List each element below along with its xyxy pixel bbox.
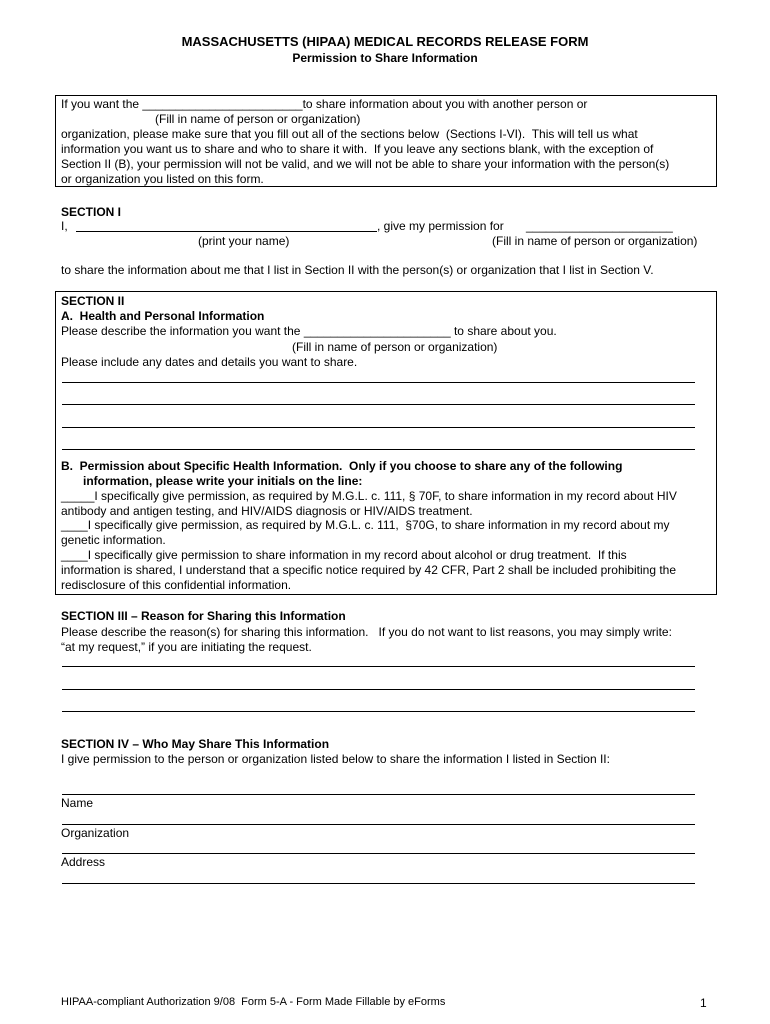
section2-answer-line[interactable] bbox=[62, 382, 695, 383]
alcohol-consent-line3: redisclosure of this confidential information. bbox=[61, 578, 292, 592]
form-subtitle: Permission to Share Information bbox=[292, 51, 478, 65]
section2-heading: SECTION II bbox=[61, 294, 125, 308]
section2-sub-a: A. Health and Personal Information bbox=[61, 309, 265, 323]
organization-label: Organization bbox=[61, 826, 130, 840]
page-number: 1 bbox=[700, 996, 707, 1010]
intro-suffix: to share information about you with another person or bbox=[302, 97, 588, 111]
section3-answer-line[interactable] bbox=[62, 711, 695, 712]
section3-line2: “at my request,” if you are initiating the request. bbox=[61, 640, 312, 654]
genetic-consent-line1[interactable]: ____I specifically give permission, as required by M.G.L. c. 111, §70G, to share information in my record about my bbox=[61, 518, 670, 532]
intro-prefix: If you want the bbox=[61, 97, 143, 111]
section3-heading: SECTION III – Reason for Sharing this Information bbox=[61, 609, 346, 623]
address-label: Address bbox=[61, 855, 106, 869]
form-title: MASSACHUSETTS (HIPAA) MEDICAL RECORDS RELEASE FORM bbox=[181, 34, 589, 49]
print-name-field[interactable] bbox=[76, 231, 377, 232]
intro-fill-hint: (Fill in name of person or organization) bbox=[155, 112, 361, 126]
section2-include: Please include any dates and details you want to share. bbox=[61, 355, 358, 369]
name-field-line[interactable] bbox=[62, 794, 695, 795]
section2-answer-line[interactable] bbox=[62, 404, 695, 405]
section4-line1: I give permission to the person or organization listed below to share the information I listed in Section II: bbox=[61, 752, 610, 766]
genetic-consent-line2: genetic information. bbox=[61, 533, 166, 547]
intro-blank-field[interactable]: ________________________ bbox=[142, 97, 303, 111]
section2-describe bbox=[61, 324, 557, 339]
section2-answer-line[interactable] bbox=[62, 427, 695, 428]
section1-i-label: I, bbox=[61, 219, 68, 233]
describe-blank-field[interactable]: ______________________ bbox=[303, 324, 451, 338]
recipient-fill-hint: (Fill in name of person or organization) bbox=[492, 234, 698, 248]
section2-sub-b-line2: information, please write your initials on the line: bbox=[83, 474, 363, 488]
describe-prefix: Please describe the information you want the bbox=[61, 324, 304, 338]
section1-give-text: , give my permission for bbox=[377, 219, 504, 233]
section3-line1: Please describe the reason(s) for sharing this information. If you do not want to list reasons, you may simply write: bbox=[61, 625, 672, 639]
describe-suffix: to share about you. bbox=[450, 324, 557, 338]
organization-field-line[interactable] bbox=[62, 824, 695, 825]
intro-line-3: organization, please make sure that you fill out all of the sections below (Sections I-VI). This will tell us what bbox=[61, 127, 638, 141]
section2-answer-line[interactable] bbox=[62, 449, 695, 450]
section2-fill-hint: (Fill in name of person or organization) bbox=[292, 340, 498, 354]
alcohol-consent-line1[interactable]: ____I specifically give permission to share information in my record about alcohol or drug treatment. If this bbox=[61, 548, 627, 562]
name-label: Name bbox=[61, 796, 94, 810]
intro-line-4: information you want us to share and who to share it with. If you leave any sections blank, with the exception of bbox=[61, 142, 654, 156]
section4-heading: SECTION IV – Who May Share This Information bbox=[61, 737, 330, 751]
section2-sub-b-line1: B. Permission about Specific Health Information. Only if you choose to share any of the following bbox=[61, 459, 623, 473]
footer-text: HIPAA-compliant Authorization 9/08 Form 5-A - Form Made Fillable by eForms bbox=[61, 996, 446, 1008]
section1-share-text: to share the information about me that I list in Section II with the person(s) or organization that I list in Section V. bbox=[61, 263, 654, 277]
hiv-consent-line2: antibody and antigen testing, and HIV/AIDS diagnosis or HIV/AIDS treatment. bbox=[61, 504, 473, 518]
alcohol-consent-line2: information is shared, I understand that a specific notice required by 42 CFR, Part 2 shall be included prohibiting the bbox=[61, 563, 677, 577]
section1-heading: SECTION I bbox=[61, 205, 122, 219]
intro-line-1 bbox=[61, 97, 587, 112]
section1-recipient-blank[interactable]: ______________________ bbox=[526, 219, 673, 233]
intro-line-5: Section II (B), your permission will not be valid, and we will not be able to share your information with the person(s) bbox=[61, 157, 670, 171]
print-name-hint: (print your name) bbox=[198, 234, 290, 248]
address-field-line[interactable] bbox=[62, 853, 695, 854]
section3-answer-line[interactable] bbox=[62, 689, 695, 690]
intro-line-6: or organization you listed on this form. bbox=[61, 172, 264, 186]
address-field-line-2[interactable] bbox=[62, 883, 695, 884]
hiv-consent-line1[interactable]: _____I specifically give permission, as required by M.G.L. c. 111, § 70F, to share information in my record about HIV bbox=[61, 489, 677, 503]
section3-answer-line[interactable] bbox=[62, 666, 695, 667]
